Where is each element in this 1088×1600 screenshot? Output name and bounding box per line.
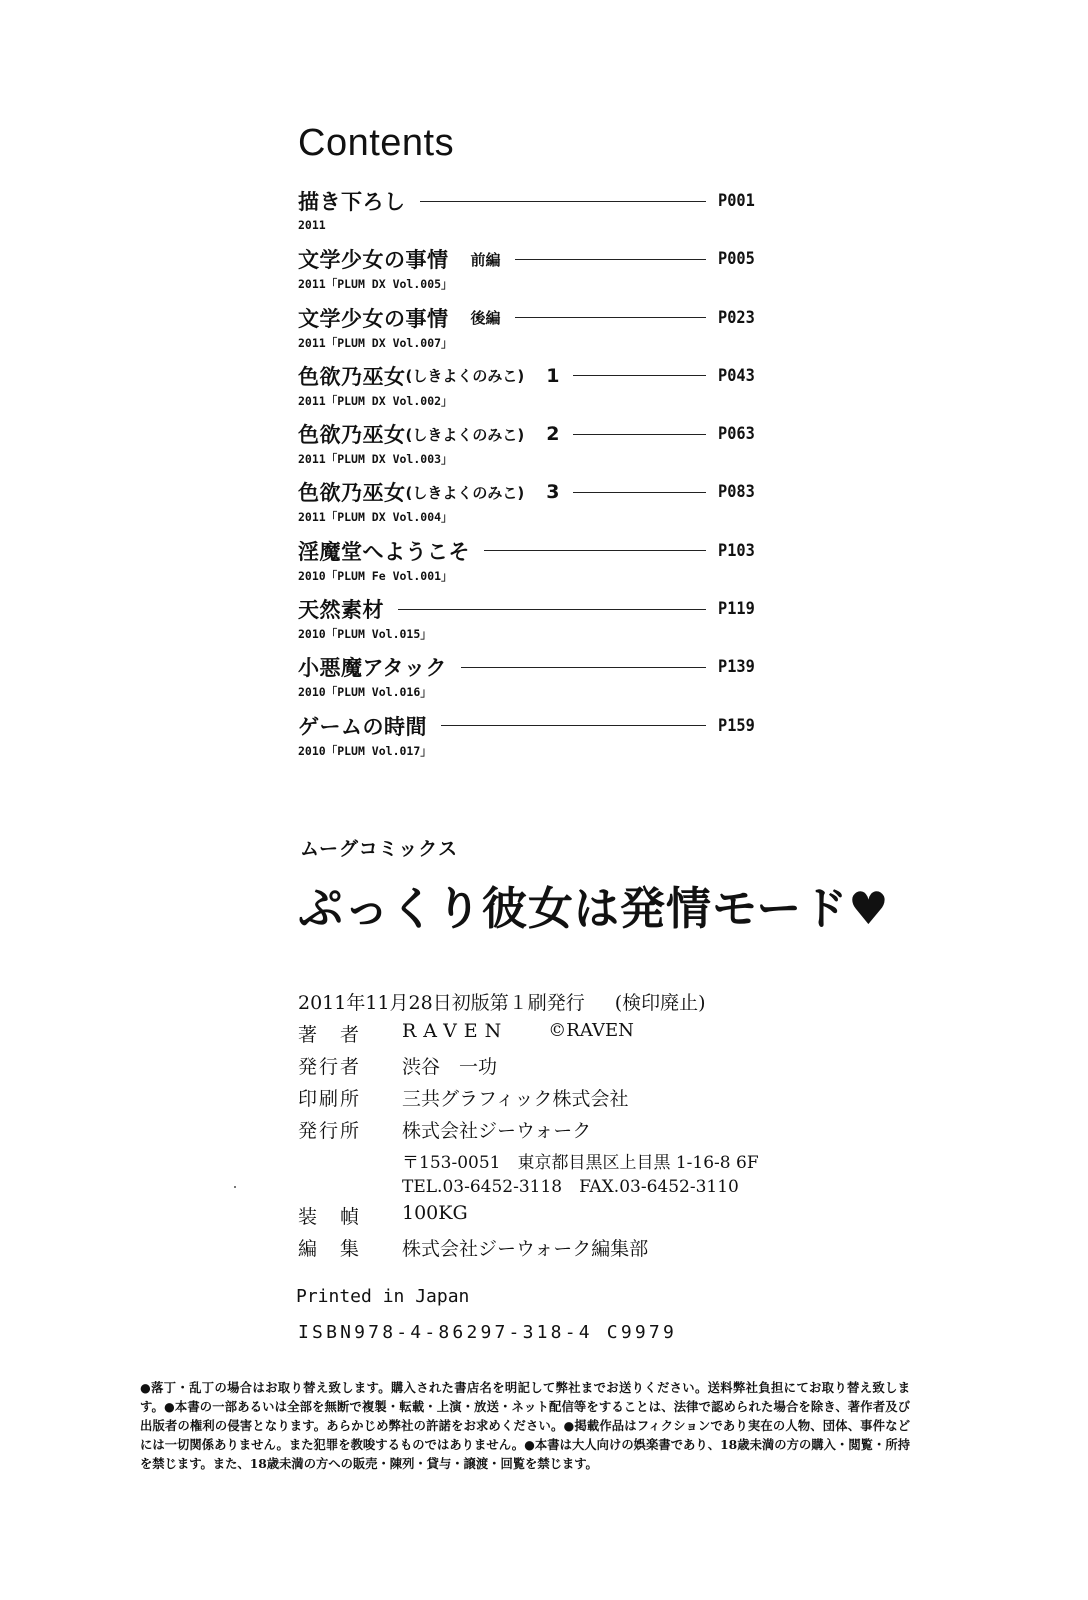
toc-source: 2010「PLUM Vol.016」 xyxy=(298,685,432,700)
toc-source: 2011「PLUM DX Vol.005」 xyxy=(298,277,453,292)
toc-subtitle: 後編 xyxy=(470,309,501,328)
credit-author xyxy=(298,1020,759,1052)
toc-title: 文学少女の事情 xyxy=(298,306,449,331)
toc-title: 色欲乃巫女 xyxy=(298,481,406,506)
credit-value: 100KG xyxy=(402,1202,468,1224)
toc-entry xyxy=(298,711,758,769)
credit-label: 編 集 xyxy=(298,1238,362,1260)
publisher-phone: TEL.03-6452-3118 FAX.03-6452-3110 xyxy=(402,1177,739,1197)
toc-source: 2010「PLUM Vol.017」 xyxy=(298,743,432,758)
edition-note: (検印廃止) xyxy=(614,992,706,1014)
toc-title: 文学少女の事情 xyxy=(298,248,449,273)
toc-leader-line xyxy=(441,725,706,726)
toc-reading: (しきよくのみこ) xyxy=(405,425,525,444)
credit-label: 発行所 xyxy=(298,1120,362,1142)
toc-leader-line xyxy=(484,550,706,551)
toc-reading: (しきよくのみこ) xyxy=(405,483,525,502)
toc-entry xyxy=(298,186,758,244)
toc-entry xyxy=(298,244,758,302)
stray-mark xyxy=(234,1186,236,1188)
toc-part-number: 1 xyxy=(546,364,560,387)
toc-page-number: P005 xyxy=(718,249,755,270)
printed-in: Printed in Japan xyxy=(296,1286,470,1307)
toc-source: 2010「PLUM Fe Vol.001」 xyxy=(298,568,453,583)
toc-entry-line xyxy=(298,419,758,449)
edition-date: 2011年11月28日初版第１刷発行 xyxy=(298,992,585,1014)
toc-page-number: P001 xyxy=(718,191,755,211)
toc-leader-line xyxy=(398,609,706,610)
toc-title: 色欲乃巫女 xyxy=(298,423,406,448)
toc-reading: (しきよくのみこ) xyxy=(405,367,525,386)
publisher-address: 〒153-0051 東京都目黒区上目黒 1-16-8 6F xyxy=(402,1153,759,1173)
table-of-contents xyxy=(298,186,758,769)
toc-source: 2011「PLUM DX Vol.002」 xyxy=(298,393,453,408)
credit-publisher-person xyxy=(298,1052,759,1084)
toc-entry-line xyxy=(298,361,758,391)
toc-entry-line xyxy=(298,303,758,333)
toc-page-number: P159 xyxy=(718,715,755,736)
credit-value: 渋谷 一功 xyxy=(402,1056,498,1078)
toc-source: 2010「PLUM Vol.015」 xyxy=(298,627,432,642)
toc-page-number: P023 xyxy=(718,307,755,328)
toc-leader-line xyxy=(515,317,706,318)
toc-entry xyxy=(298,361,758,419)
toc-source: 2011「PLUM DX Vol.004」 xyxy=(298,510,453,525)
credit-design xyxy=(298,1202,759,1234)
toc-title: 色欲乃巫女 xyxy=(298,364,406,389)
credit-label: 装 幀 xyxy=(298,1206,362,1228)
toc-part-number: 3 xyxy=(546,481,560,504)
toc-leader-line xyxy=(515,259,706,260)
toc-page-number: P139 xyxy=(718,657,755,678)
credit-value: 株式会社ジーウォーク xyxy=(402,1120,592,1142)
toc-entry xyxy=(298,536,758,594)
contents-heading: Contents xyxy=(298,122,455,164)
toc-subtitle: 前編 xyxy=(470,250,501,269)
credit-printer xyxy=(298,1084,759,1116)
series-name: ムーグコミックス xyxy=(300,838,459,860)
isbn: ISBN978-4-86297-318-4 C9979 xyxy=(298,1322,677,1343)
credit-value: RAVEN xyxy=(402,1020,509,1042)
toc-entry-line xyxy=(298,244,758,274)
toc-title: 天然素材 xyxy=(298,598,384,623)
edition-line xyxy=(298,988,759,1020)
toc-entry xyxy=(298,652,758,710)
toc-page-number: P103 xyxy=(718,540,755,561)
credit-value: 株式会社ジーウォーク編集部 xyxy=(402,1238,649,1260)
toc-page-number: P063 xyxy=(718,424,755,445)
credit-label: 著 者 xyxy=(298,1024,362,1046)
toc-page-number: P043 xyxy=(718,365,755,386)
toc-page-number: P083 xyxy=(718,482,755,503)
toc-part-number: 2 xyxy=(546,423,560,446)
toc-leader-line xyxy=(573,492,706,493)
toc-title: 淫魔堂へようこそ xyxy=(298,539,470,564)
toc-title: ゲームの時間 xyxy=(298,714,427,739)
toc-entry xyxy=(298,594,758,652)
toc-entry-line xyxy=(298,477,758,507)
toc-entry-line xyxy=(298,594,758,624)
credit-value: 三共グラフィック株式会社 xyxy=(402,1088,629,1110)
copyright-notice: ©RAVEN xyxy=(548,1020,634,1041)
toc-source: 2011「PLUM DX Vol.003」 xyxy=(298,452,453,467)
credit-publisher xyxy=(298,1116,759,1148)
book-title: ぷっくり彼女は発情モード♥ xyxy=(298,882,890,935)
toc-entry-line xyxy=(298,711,758,741)
toc-leader-line xyxy=(420,201,707,202)
toc-entry xyxy=(298,303,758,361)
toc-entry xyxy=(298,477,758,535)
toc-entry xyxy=(298,419,758,477)
colophon xyxy=(298,988,759,1266)
credit-editor xyxy=(298,1234,759,1266)
toc-leader-line xyxy=(573,375,706,376)
toc-entry-line xyxy=(298,536,758,566)
toc-entry-line xyxy=(298,652,758,682)
toc-title: 描き下ろし xyxy=(298,190,406,214)
publisher-address-block xyxy=(298,1148,759,1196)
credit-label: 印刷所 xyxy=(298,1088,362,1110)
toc-source: 2011 xyxy=(298,218,326,232)
toc-leader-line xyxy=(461,667,706,668)
toc-source: 2011「PLUM DX Vol.007」 xyxy=(298,335,453,350)
toc-title: 小悪魔アタック xyxy=(298,656,448,681)
credit-label: 発行者 xyxy=(298,1056,362,1078)
legal-notice: ●落丁・乱丁の場合はお取り替え致します。購入された書店名を明記して弊社までお送りください。送料弊社負担にてお取り替え致します。●本書の一部あるいは全部を無断で複製・転載・上演・放送・ネット配信等をすることは、法律で認められた場合を除き、著作者及び出版者の権利の侵害となります。あらかじめ弊社の許諾をお求めください。●掲載作品はフィクションであり実在の人物、団体、事件などには一切関係ありません。また犯罪を教唆するものではありません。●本書は大人向けの娯楽書であり、18歳未満の方の購入・閲覧・所持を禁じます。また、18歳未満の方への販売・陳列・貸与・譲渡・回覧を禁じます。 xyxy=(140,1380,910,1471)
toc-entry-line xyxy=(298,186,758,216)
toc-leader-line xyxy=(573,434,706,435)
toc-page-number: P119 xyxy=(718,599,755,620)
